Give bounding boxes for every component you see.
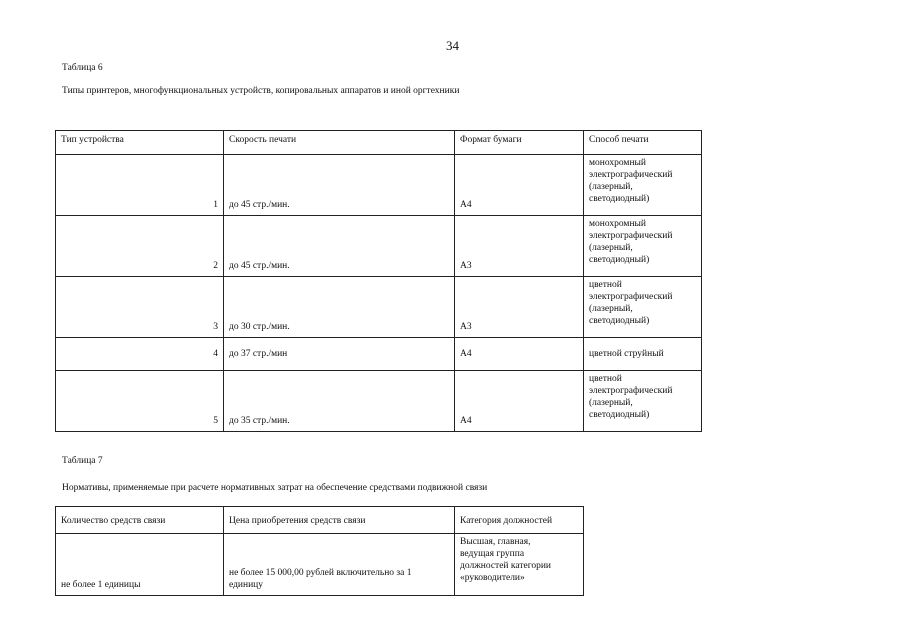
purchase-price-line: единицу bbox=[229, 580, 264, 590]
print-method-line: (лазерный, bbox=[589, 182, 633, 192]
print-method-line: электрографический bbox=[589, 386, 673, 396]
paper-format: А3 bbox=[455, 277, 584, 338]
print-method-line: светодиодный) bbox=[589, 255, 650, 265]
print-method bbox=[584, 338, 702, 371]
table7-title: Нормативы, применяемые при расчете нормативных затрат на обеспечение средствами подвижной связи bbox=[62, 483, 488, 493]
print-method-line: светодиодный) bbox=[589, 194, 650, 204]
table-row bbox=[56, 155, 702, 216]
table7-label: Таблица 7 bbox=[62, 456, 103, 466]
print-method-line: светодиодный) bbox=[589, 316, 650, 326]
table-row bbox=[56, 534, 584, 596]
print-method bbox=[584, 155, 702, 216]
paper-format: А3 bbox=[455, 216, 584, 277]
print-method-line: монохромный bbox=[589, 158, 646, 168]
print-method-line: (лазерный, bbox=[589, 304, 633, 314]
table6-header-print-speed: Скорость печати bbox=[224, 131, 455, 155]
print-speed: до 35 стр./мин. bbox=[224, 371, 455, 432]
page-number: 34 bbox=[446, 38, 459, 53]
table6-header-paper-format: Формат бумаги bbox=[455, 131, 584, 155]
print-method-line: (лазерный, bbox=[589, 243, 633, 253]
print-method-line: светодиодный) bbox=[589, 410, 650, 420]
table6-title: Типы принтеров, многофункциональных устройств, копировальных аппаратов и иной оргтехники bbox=[62, 86, 460, 96]
position-category bbox=[455, 534, 584, 596]
table7-header-quantity: Количество средств связи bbox=[56, 507, 224, 534]
position-category-line: ведущая группа bbox=[460, 549, 525, 559]
paper-format: А4 bbox=[455, 338, 584, 371]
print-method-line: цветной bbox=[589, 280, 622, 290]
purchase-price-line: не более 15 000,00 рублей включительно за 1 bbox=[229, 568, 412, 578]
print-method bbox=[584, 216, 702, 277]
position-category-line: «руководители» bbox=[460, 573, 525, 583]
print-speed: до 37 стр./мин bbox=[224, 338, 455, 371]
print-speed: до 45 стр./мин. bbox=[224, 216, 455, 277]
print-method-line: цветной струйный bbox=[589, 349, 664, 359]
position-category-line: Высшая, главная, bbox=[460, 537, 531, 547]
table7-header-row bbox=[56, 507, 584, 534]
table6-header-device-type: Тип устройства bbox=[56, 131, 224, 155]
print-method bbox=[584, 371, 702, 432]
table-row bbox=[56, 216, 702, 277]
table6-header-row bbox=[56, 131, 702, 155]
table-row bbox=[56, 277, 702, 338]
device-number: 4 bbox=[56, 338, 224, 371]
mobile-communication-norms-table bbox=[55, 506, 584, 596]
table-row bbox=[56, 371, 702, 432]
purchase-price bbox=[224, 534, 455, 596]
print-speed: до 30 стр./мин. bbox=[224, 277, 455, 338]
device-number: 1 bbox=[56, 155, 224, 216]
table7-header-price: Цена приобретения средств связи bbox=[224, 507, 455, 534]
print-method-line: цветной bbox=[589, 374, 622, 384]
paper-format: А4 bbox=[455, 155, 584, 216]
device-number: 3 bbox=[56, 277, 224, 338]
device-quantity: не более 1 единицы bbox=[56, 534, 224, 596]
position-category-line: должностей категории bbox=[460, 561, 552, 571]
paper-format: А4 bbox=[455, 371, 584, 432]
print-method-line: электрографический bbox=[589, 231, 673, 241]
print-method-line: монохромный bbox=[589, 219, 646, 229]
table6-label: Таблица 6 bbox=[62, 63, 103, 73]
print-method bbox=[584, 277, 702, 338]
print-speed: до 45 стр./мин. bbox=[224, 155, 455, 216]
print-method-line: электрографический bbox=[589, 170, 673, 180]
table6-header-print-method: Способ печати bbox=[584, 131, 702, 155]
print-method-line: (лазерный, bbox=[589, 398, 633, 408]
table7-header-category: Категория должностей bbox=[455, 507, 584, 534]
device-number: 5 bbox=[56, 371, 224, 432]
printer-types-table bbox=[55, 130, 702, 432]
table-row bbox=[56, 338, 702, 371]
device-number: 2 bbox=[56, 216, 224, 277]
print-method-line: электрографический bbox=[589, 292, 673, 302]
